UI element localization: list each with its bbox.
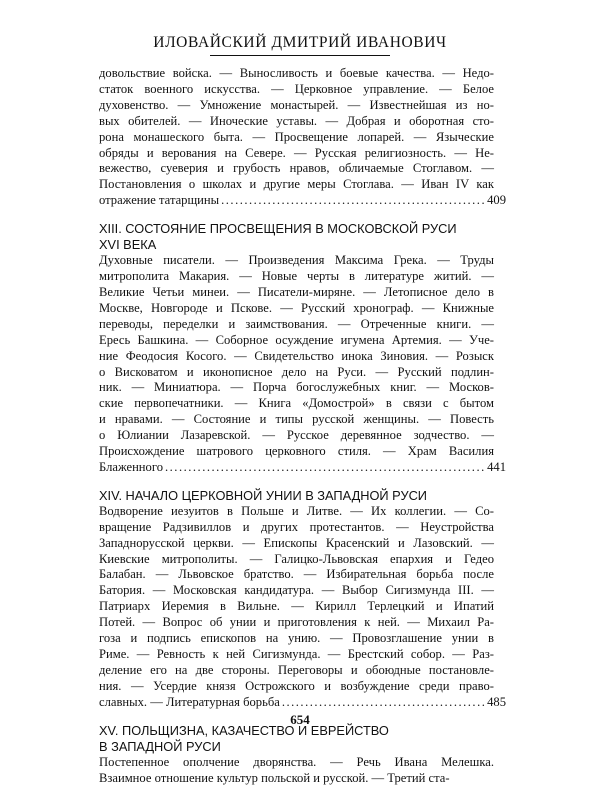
dot-leader	[165, 460, 485, 476]
summary-line: гоза и подпись епископов на унию. — Провозглашение унии в	[99, 631, 494, 646]
summary-line: обряды и верования на Севере. — Русская религиозность. — Не-	[99, 145, 494, 160]
page-number: 654	[290, 712, 310, 727]
toc-section	[99, 487, 506, 711]
summary-last-line	[99, 193, 506, 209]
summary-line: довольствие войска. — Выносливость и боевые качества. — Недо-	[99, 66, 494, 80]
summary-line: Великие Четьи минеи. — Писатели-миряне. — Летописное дело в	[99, 284, 494, 299]
summary-line: деление его на две стороны. Переговоры и обоюдные постановле-	[99, 662, 494, 677]
summary-line: Западнорусской церкви. — Епископы Красенский и Лазовский. —	[99, 535, 494, 550]
section-summary	[99, 253, 506, 476]
summary-line: Риме. — Ревность к ней Сигизмунда. — Брестский собор. — Раз-	[99, 647, 494, 661]
summary-line: славных. — Литературная борьба	[99, 694, 280, 709]
dot-leader	[282, 695, 485, 711]
summary-line: Батория. — Московская кандидатура. — Выбор Сигизмунда III. —	[99, 583, 494, 598]
summary-line: Патриарх Иеремия в Вильне. — Кирилл Терлецкий и Ипатий	[99, 599, 494, 614]
summary-last-line	[99, 459, 506, 476]
summary-line: духовенство. — Умножение монастырей. — Известнейшая из но-	[99, 97, 494, 112]
summary-line: Ересь Башкина. — Соборное осуждение игумена Артемия. — Уче-	[99, 332, 494, 347]
running-header: ИЛОВАЙСКИЙ ДМИТРИЙ ИВАНОВИЧ	[153, 34, 447, 51]
summary-line: переводы, переделки и заимствования. — Отреченные книги. —	[99, 316, 494, 331]
summary-line: вых обителей. — Иноческие уставы. — Добрая и оборотная сто-	[99, 113, 494, 128]
summary-last-line	[99, 694, 506, 711]
summary-line: статок военного искусства. — Церковное управление. — Белое	[99, 81, 494, 96]
section-title: XIV. НАЧАЛО ЦЕРКОВНОЙ УНИИ В ЗАПАДНОЙ РУСИ	[99, 487, 428, 503]
toc-section	[99, 221, 506, 476]
section-page-number: 441	[487, 459, 506, 474]
toc-section	[99, 723, 494, 786]
summary-line: митрополита Макария. — Новые черты в литературе житий. —	[99, 269, 494, 284]
summary-line: Постепенное ополчение дворянства. — Речь Ивана Мелешка.	[99, 754, 494, 769]
section-title: В ЗАПАДНОЙ РУСИ	[99, 738, 221, 754]
summary-line: о Юлиании Лазаревской. — Русское деревянное зодчество. —	[99, 428, 494, 443]
summary-line: Духовные писатели. — Произведения Максима Грека. — Труды	[99, 253, 494, 268]
dot-leader	[221, 193, 485, 209]
summary-line: Балабан. — Львовское братство. — Избирательная борьба после	[99, 567, 494, 582]
summary-line: вежество, суеверия и грубость нравов, обличаемые Стоглавом. —	[99, 161, 494, 176]
summary-line: Киевские митрополиты. — Галицко-Львовская епархия и Гедео	[99, 551, 494, 566]
summary-line: ские первопечатники. — Книга «Домострой» в связи с бытом	[99, 396, 494, 411]
section-page-number: 485	[487, 694, 506, 709]
summary-line: и нравами. — Состояние и типы русской женщины. — Повесть	[99, 412, 494, 427]
section-title: XV. ПОЛЬЩИЗНА, КАЗАЧЕСТВО И ЕВРЕЙСТВО	[99, 722, 389, 738]
summary-line: Происхождение шатрового церковного стиля. — Храм Василия	[99, 444, 494, 459]
section-title: XIII. СОСТОЯНИЕ ПРОСВЕЩЕНИЯ В МОСКОВСКОЙ РУСИ	[99, 221, 457, 237]
header-rule	[210, 55, 390, 56]
summary-line: ния. — Усердие князя Острожского и возбуждение среди право-	[99, 678, 494, 693]
summary-line: Потей. — Вопрос об унии и приготовления к ней. — Михаил Ра-	[99, 615, 494, 630]
summary-line: вращение Радзивиллов и других протестантов. — Неустройства	[99, 519, 494, 534]
summary-line: отражение татарщины	[99, 193, 220, 208]
section-page-number: 409	[487, 193, 506, 208]
summary-line: Постановления о школах и другие меры Стоглава. — Иван IV как	[99, 177, 494, 192]
summary-line: о Висковатом и иконописное дело на Руси. — Русский подлин-	[99, 364, 494, 379]
toc-section	[99, 66, 506, 209]
summary-line: Москве, Новгороде и Пскове. — Русский хронограф. — Книжные	[99, 300, 494, 315]
section-summary	[99, 66, 506, 209]
section-summary	[99, 755, 494, 786]
summary-line: ние Феодосия Косого. — Свидетельство инока Зиновия. — Розыск	[99, 348, 494, 363]
section-summary	[99, 503, 506, 711]
table-of-contents	[99, 66, 506, 786]
section-title: XVI ВЕКА	[99, 237, 157, 253]
summary-line: Блаженного	[99, 459, 163, 474]
summary-line: Водворение иезуитов в Польше и Литве. — Их коллегии. — Со-	[99, 503, 494, 518]
summary-line: ник. — Миниатюра. — Порча богослужебных книг. — Москов-	[99, 380, 494, 395]
summary-line: Взаимное отношение культур польской и русской. — Третий ста-	[99, 770, 450, 785]
summary-line: рона монашеского быта. — Просвещение лопарей. — Языческие	[99, 129, 494, 144]
